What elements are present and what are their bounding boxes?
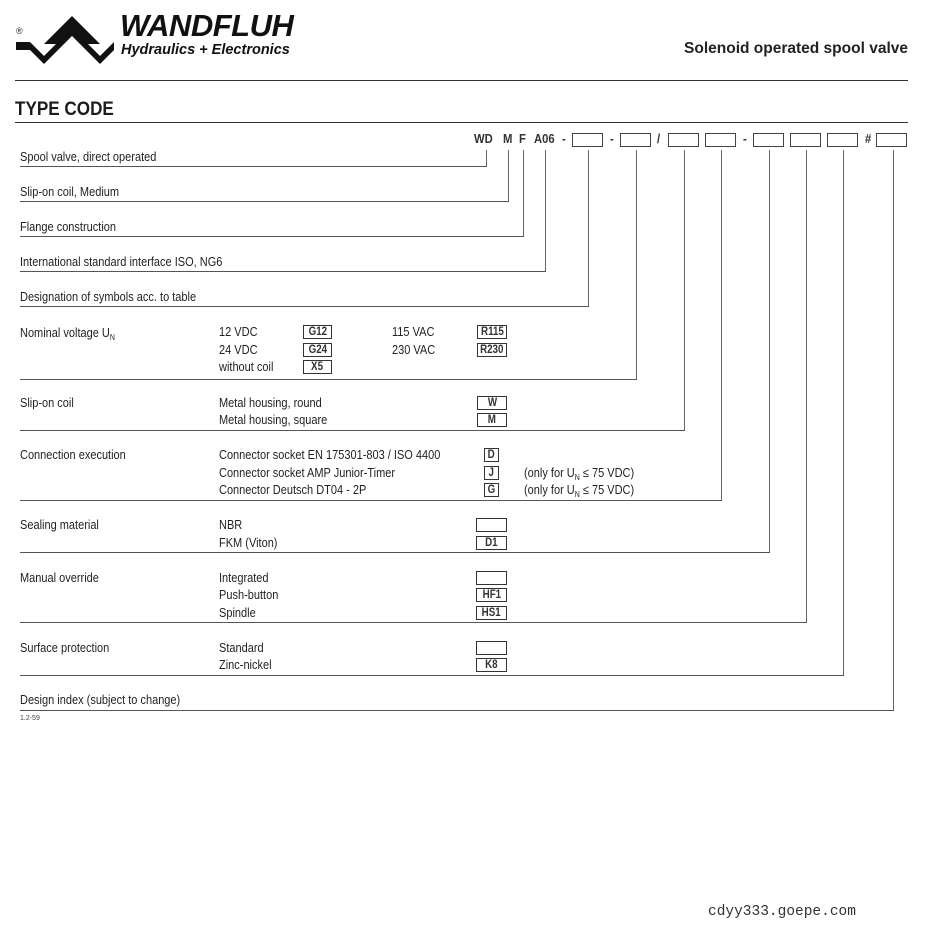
row-label: Sealing material bbox=[20, 518, 99, 532]
code-f: F bbox=[519, 132, 526, 146]
option-code: G24 bbox=[303, 343, 332, 357]
row-label: International standard interface ISO, NG6 bbox=[20, 255, 223, 269]
connector-line bbox=[636, 150, 637, 380]
option-text: Push-button bbox=[219, 588, 279, 602]
row-label: Connection execution bbox=[20, 448, 126, 462]
separator-dash: - bbox=[610, 132, 614, 146]
option-code: J bbox=[484, 466, 499, 480]
wandfluh-logo bbox=[14, 6, 314, 68]
logo-subtitle: Hydraulics + Electronics bbox=[121, 42, 290, 58]
connector-line bbox=[508, 150, 509, 202]
row-label: Slip-on coil bbox=[20, 396, 74, 410]
note-subscript: N bbox=[574, 473, 580, 482]
separator-dash: - bbox=[743, 132, 747, 146]
logo-wordmark: WANDFLUH bbox=[120, 8, 294, 43]
connector-line bbox=[769, 150, 770, 553]
option-text: Integrated bbox=[219, 571, 269, 585]
row-label: Slip-on coil, Medium bbox=[20, 185, 120, 199]
code-slot-symbol bbox=[572, 133, 603, 147]
connector-line bbox=[684, 150, 685, 431]
option-code: D1 bbox=[476, 536, 507, 550]
connector-line bbox=[721, 150, 722, 501]
option-text: NBR bbox=[219, 518, 243, 532]
wandfluh-logo-mark bbox=[14, 6, 118, 68]
row-label: Surface protection bbox=[20, 641, 110, 655]
code-wd: WD bbox=[474, 132, 493, 146]
code-slot-sealing bbox=[753, 133, 784, 147]
row-label: Designation of symbols acc. to table bbox=[20, 290, 197, 304]
row-rule bbox=[20, 710, 894, 711]
connector-line bbox=[545, 150, 546, 272]
row-rule bbox=[20, 271, 546, 272]
separator-hash: # bbox=[865, 132, 872, 146]
connector-line bbox=[843, 150, 844, 676]
code-slot-override bbox=[790, 133, 821, 147]
option-text: 230 VAC bbox=[392, 343, 436, 357]
option-text: Connector Deutsch DT04 - 2P bbox=[219, 483, 367, 497]
option-code: W bbox=[477, 396, 507, 410]
option-text: Metal housing, square bbox=[219, 413, 328, 427]
row-label: Manual override bbox=[20, 571, 99, 585]
row-rule bbox=[20, 430, 685, 431]
option-code: K8 bbox=[476, 658, 507, 672]
row-rule bbox=[20, 622, 807, 623]
option-note bbox=[524, 466, 634, 482]
option-text: 115 VAC bbox=[392, 325, 435, 339]
option-text: FKM (Viton) bbox=[219, 536, 278, 550]
note-text: ≤ 75 VDC) bbox=[579, 483, 635, 497]
option-text: 12 VDC bbox=[219, 325, 258, 339]
row-label: Spool valve, direct operated bbox=[20, 150, 157, 164]
option-text: Zinc-nickel bbox=[219, 658, 272, 672]
separator-dash: - bbox=[562, 132, 566, 146]
separator-slash: / bbox=[657, 132, 661, 146]
page-reference: 1.2-59 bbox=[20, 715, 40, 722]
option-code: G12 bbox=[303, 325, 332, 339]
option-note bbox=[524, 483, 634, 499]
option-text: without coil bbox=[219, 360, 274, 374]
option-text: Spindle bbox=[219, 606, 256, 620]
row-rule bbox=[20, 379, 637, 380]
watermark: cdyy333.goepe.com bbox=[708, 904, 856, 920]
row-label bbox=[20, 326, 115, 342]
section-rule bbox=[15, 122, 908, 123]
option-code: M bbox=[477, 413, 507, 427]
code-slot-voltage bbox=[620, 133, 651, 147]
code-slot-connection bbox=[705, 133, 736, 147]
option-text: Connector socket AMP Junior-Timer bbox=[219, 466, 396, 480]
option-code bbox=[476, 571, 507, 585]
code-slot-coil bbox=[668, 133, 699, 147]
note-text: ≤ 75 VDC) bbox=[579, 466, 635, 480]
option-text: Metal housing, round bbox=[219, 396, 322, 410]
registered-mark: ® bbox=[16, 26, 23, 36]
connector-line bbox=[806, 150, 807, 623]
connector-line bbox=[893, 150, 894, 711]
code-slot-design-index bbox=[876, 133, 907, 147]
row-rule bbox=[20, 500, 722, 501]
section-title: TYPE CODE bbox=[15, 99, 114, 120]
option-text: 24 VDC bbox=[219, 343, 258, 357]
row-rule bbox=[20, 236, 524, 237]
option-text: Connector socket EN 175301-803 / ISO 4400 bbox=[219, 448, 441, 462]
label-subscript: N bbox=[109, 333, 115, 342]
option-code: X5 bbox=[303, 360, 332, 374]
option-code: G bbox=[484, 483, 499, 497]
row-rule bbox=[20, 552, 770, 553]
product-title: Solenoid operated spool valve bbox=[684, 40, 908, 57]
row-label: Design index (subject to change) bbox=[20, 693, 181, 707]
code-a06: A06 bbox=[534, 132, 555, 146]
option-code: D bbox=[484, 448, 499, 462]
row-label: Flange construction bbox=[20, 220, 117, 234]
option-code bbox=[476, 518, 507, 532]
row-rule bbox=[20, 675, 844, 676]
row-rule bbox=[20, 306, 589, 307]
option-code bbox=[476, 641, 507, 655]
code-m: M bbox=[503, 132, 513, 146]
label-text: Nominal voltage U bbox=[20, 326, 110, 340]
row-rule bbox=[20, 166, 487, 167]
connector-line bbox=[523, 150, 524, 237]
connector-line bbox=[588, 150, 589, 307]
row-rule bbox=[20, 201, 509, 202]
note-text: (only for U bbox=[524, 466, 575, 480]
code-slot-surface bbox=[827, 133, 858, 147]
option-text: Standard bbox=[219, 641, 264, 655]
connector-line bbox=[486, 150, 487, 167]
header-rule bbox=[15, 80, 908, 81]
option-code: R230 bbox=[477, 343, 507, 357]
note-text: (only for U bbox=[524, 483, 575, 497]
option-code: HF1 bbox=[476, 588, 507, 602]
option-code: R115 bbox=[477, 325, 507, 339]
option-code: HS1 bbox=[476, 606, 507, 620]
note-subscript: N bbox=[574, 490, 580, 499]
